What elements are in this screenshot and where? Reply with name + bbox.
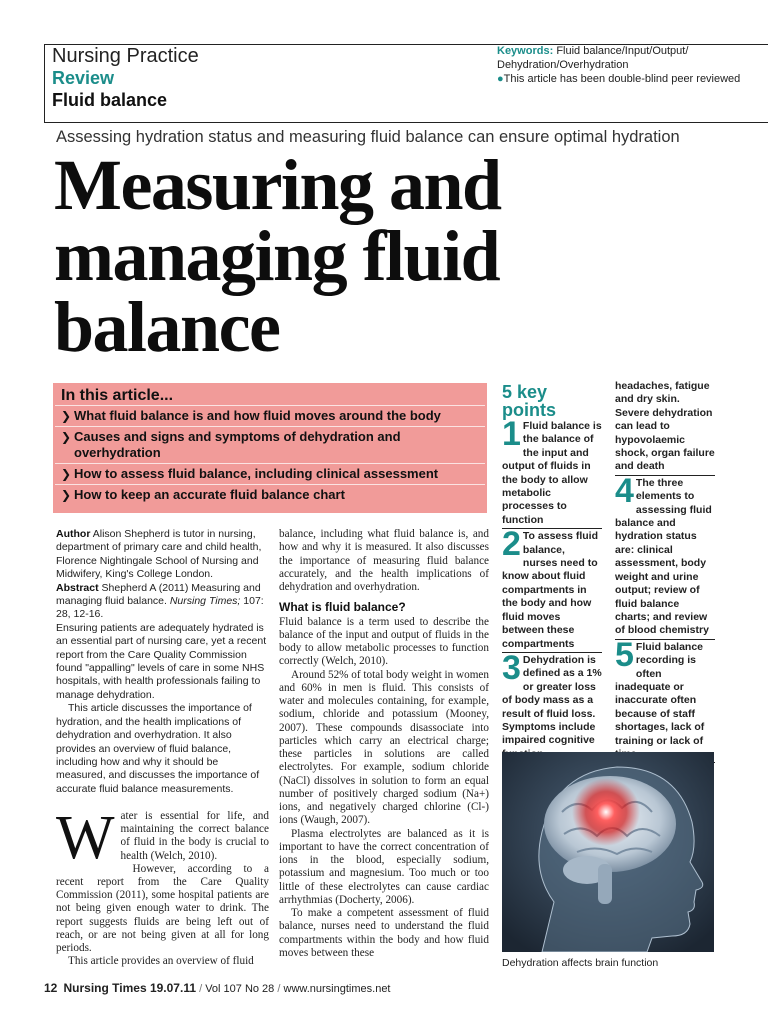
section-heading: What is fluid balance?: [279, 600, 406, 615]
body-paragraph: To make a competent assessment of fluid balance, nurses need to understand the fluid compartments within the body and how fluid moves between these: [279, 907, 489, 959]
drop-cap: W: [56, 804, 115, 872]
article-type: Review: [52, 68, 115, 88]
key-points-column-1: [502, 415, 602, 761]
page-footer: 12 Nursing Times 19.07.11 / Vol 107 No 28 / www.nursingtimes.net: [44, 981, 391, 995]
abstract-label: Abstract: [56, 581, 99, 594]
headline: Measuring and managing fluid balance: [54, 145, 501, 367]
in-this-article-list: [55, 405, 485, 505]
body-column-1: [56, 804, 269, 968]
abstract-paragraph: Ensuring patients are adequately hydrated is an essential part of nursing care, yet a recent report from the Care Quality Commission found "appalling" levels of care in some NHS hospitals, with health professionals failing to manage dehydration.: [56, 621, 267, 701]
author-label: Author: [56, 528, 91, 540]
body-paragraph: Plasma electrolytes are balanced as it is important to have the correct concentration of ions in the blood, especially sodium, potassium and magnesium. Too much or too little of these electrolytes can cause cardiac arrhythmias (Docherty, 2006).: [279, 827, 489, 906]
page-number: 12: [44, 981, 58, 995]
website-url: www.nursingtimes.net: [283, 983, 391, 995]
key-point: 4 The three elements to assessing fluid balance and hydration status are: clinical assessment, body weight and urine output; review of fluid balance charts; and review of blood chemistry: [615, 477, 715, 640]
key-points-title: 5 key points: [502, 382, 556, 420]
body-column-2: [279, 528, 489, 960]
key-point-number: 4: [615, 471, 634, 510]
bullet-icon: ●: [497, 73, 504, 85]
chevron-right-icon: ❯: [61, 467, 72, 481]
key-point-continued: headaches, fatigue and dry skin. Severe dehydration can lead to hypovolaemic shock, organ failure and death: [615, 380, 715, 476]
standfirst: Assessing hydration status and measuring fluid balance can ensure optimal hydration: [56, 128, 680, 146]
key-point: 5 Fluid balance recording is often inadequate or inaccurate often because of staff shortages, lack of training or lack of: [615, 641, 715, 764]
body-paragraph: This article provides an overview of fluid: [68, 955, 254, 968]
section-label: Nursing Practice: [52, 45, 199, 67]
list-item: ❯ How to assess fluid balance, including clinical assessment: [55, 463, 485, 484]
volume-info: Vol 107 No 28: [205, 983, 275, 995]
peer-review-note: This article has been double-blind peer reviewed: [503, 73, 741, 85]
header-rule: [44, 122, 768, 123]
key-point: 1 Fluid balance is the balance of the input and output of fluids in the body to allow metabolic processes to function: [502, 420, 602, 529]
journal-name: Nursing Times;: [169, 595, 241, 608]
list-item: ❯ Causes and signs and symptoms of dehydration and overhydration: [55, 426, 485, 463]
key-points-column-2: [615, 380, 715, 764]
chevron-right-icon: ❯: [61, 409, 72, 423]
left-rule: [44, 44, 45, 122]
image-caption: Dehydration affects brain function: [502, 957, 659, 969]
brain-image: [502, 752, 714, 952]
body-paragraph: However, according to a recent report from the Care Quality Commission (2011), some hospital patients are not being given enough water to drink. The report suggests fluids are being left out of reach, or are not being given at all for long periods.: [56, 862, 269, 955]
key-point-number: 1: [502, 415, 521, 453]
chevron-right-icon: ❯: [61, 488, 72, 502]
keywords-text: Fluid balance/Input/Output/ Dehydration/Overhydration: [497, 45, 689, 71]
author-abstract-block: Author Alison Shepherd is tutor in nursing, department of primary care and child health, Florence Nightingale School of Nursing and Midwifery, King's College London. Abstract Shepherd A (2011) Measuring and managing fluid balance. Nursing Times; 107: 28, 12-16. Ensuring patients are adequately hydrated is an essential part of nursing care, yet a recent report from the Care Quality Commission found "appalling" levels of care in some NHS hospitals, with health professionals failing to manage dehydration. This article discusses the importance of hydration, and the health implications of dehydration and overhydration. It also provides an overview of fluid balance, including how and why it should be measured, and discusses the importance of accurate fluid balance measurements.: [56, 528, 269, 796]
body-paragraph: Around 52% of total body weight in women and 60% in men is fluid. This consists of water and molecules containing, for example, sodium, chloride and potassium (Mooney, 2007). These compounds disassociate into particles which carry an electrical charge; these particles in solutions are called electrolytes. For example, sodium chloride (NaCl) dissolves in solution to form an equal number of positively charged sodium (Na+) ions, and negatively charged chlorine (Cl-) ions (Waugh, 2007).: [279, 668, 489, 827]
in-this-article-title: In this article...: [61, 387, 174, 404]
keywords-label: Keywords:: [497, 45, 554, 57]
key-point-number: 5: [615, 635, 634, 674]
abstract-paragraph: This article discusses the importance of hydration, and the health implications of dehydration and overhydration. It also provides an overview of fluid balance, including how and why it should be measured, and discusses the importance of accurate fluid balance measurements.: [56, 702, 260, 795]
list-item: ❯ How to keep an accurate fluid balance chart: [55, 484, 485, 505]
publication-name: Nursing Times 19.07.11: [63, 981, 196, 995]
author-text: Alison Shepherd is tutor in nursing, department of primary care and child health, Florence Nightingale School of Nursing and Midwifery, King's College London.: [56, 528, 262, 581]
body-paragraph: Fluid balance is a term used to describe the balance of the input and output of fluids in the body to allow metabolic processes to function correctly (Welch, 2010).: [279, 615, 489, 668]
key-point: 2 To assess fluid balance, nurses need to know about fluid compartments in the body and how fluid moves between these compartments: [502, 530, 602, 653]
body-paragraph: balance, including what fluid balance is, and how and why it is measured. It also discusses the importance of measuring fluid balance accurately, and the health implications of dehydration and overhydration.: [279, 528, 489, 593]
chevron-right-icon: ❯: [61, 430, 72, 444]
brain-illustration: [502, 752, 714, 952]
key-point: 3 Dehydration is defined as a 1% or greater loss of body mass as a result of fluid loss. Symptoms include impaired cognitive: [502, 648, 602, 747]
key-point-number: 2: [502, 525, 521, 564]
article-topic: Fluid balance: [52, 90, 168, 110]
list-item: ❯ What fluid balance is and how fluid moves around the body: [55, 405, 485, 426]
body-paragraph: ater is essential for life, and maintaining the correct balance of fluid in the body is crucial to health (Welch, 2010).: [120, 810, 269, 862]
keywords-block: [497, 44, 757, 86]
key-point-number: 3: [502, 648, 521, 687]
